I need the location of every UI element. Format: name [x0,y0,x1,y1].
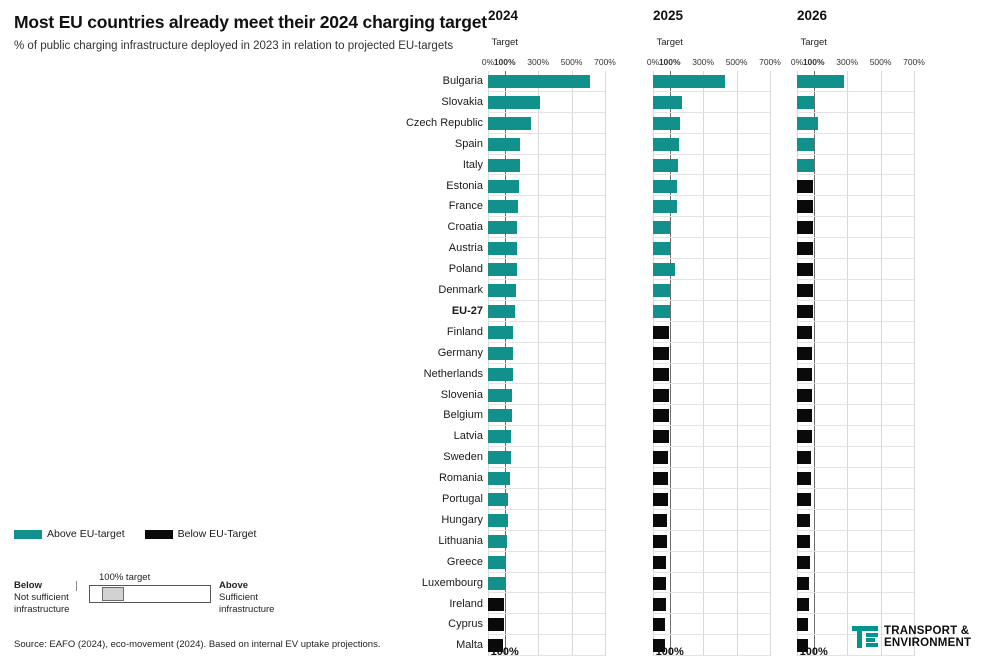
chart-row [797,489,914,510]
bar [653,430,669,443]
bar [653,117,680,130]
bar [488,138,520,151]
category-label: France [448,200,483,213]
chart-row [797,447,914,468]
bar [797,242,813,255]
target-caption: Target [800,37,827,48]
legend-label: Above EU-target [47,528,125,540]
bar [653,618,665,631]
logo-line-2: ENVIRONMENT [884,637,972,649]
bar [797,472,811,485]
category-label: Lithuania [438,534,483,547]
bar [488,514,508,527]
chart-row [797,385,914,406]
bar [653,556,666,569]
logo-wordmark [884,625,971,650]
panel-year-label: 2026 [797,8,828,23]
category-label: Denmark [438,284,483,296]
category-label: Croatia [447,221,483,234]
bar [488,535,507,548]
bar [797,535,810,548]
legend [14,528,270,540]
chart-row [488,426,605,447]
target-caption: Target [491,37,518,48]
category-label: Finland [446,325,483,338]
bar [488,263,517,276]
bar [797,430,812,443]
page-subtitle: % of public charging infrastructure deployed in 2023 in relation to projected EU-targets [14,40,454,52]
bar [488,556,506,569]
bar [488,96,540,109]
bar [488,368,513,381]
category-label: Cyprus [448,618,483,631]
chart-row [488,385,605,406]
chart-row [488,531,605,552]
bar [488,618,504,631]
bar [488,180,519,193]
chart-row [797,364,914,385]
page-title: Most EU countries already meet their 2024 charging target [14,12,487,32]
x-axis-ticks [646,57,781,69]
chart-panel-2026 [790,0,925,668]
bar [488,598,504,611]
bar [488,577,505,590]
x-axis-tick-label: 300% [836,57,859,67]
chart-row [653,71,770,92]
bar [653,138,679,151]
chart-row [653,343,770,364]
x-axis-tick-label: 500% [869,57,892,67]
bar [797,514,810,527]
chart-row [488,92,605,113]
bottom-target-label: 100% [799,646,828,658]
bar [488,305,515,318]
bar [797,180,813,193]
category-label: Hungary [441,513,483,526]
category-label: Slovakia [441,95,483,108]
explainer-handle [102,587,124,601]
category-label: Bulgaria [442,75,483,87]
x-axis-tick-label: 100% [493,57,516,67]
category-label: Portugal [442,493,483,505]
chart-panel-2024 [481,0,616,668]
legend-label: Below EU-Target [177,528,257,540]
x-axis-tick-label: 700% [759,57,781,67]
category-label: Czech Republic [405,116,483,129]
chart-row [653,510,770,531]
bar [797,305,813,318]
bar [797,284,813,297]
x-axis-tick-label: 700% [903,57,925,67]
chart-row [653,176,770,197]
category-label: Ireland [449,597,483,610]
bar [488,242,517,255]
chart-row [488,280,605,301]
gridline [605,71,606,656]
x-axis-tick-label: 0% [646,57,660,67]
bar [797,200,813,213]
bar [797,117,818,130]
chart-row [488,573,605,594]
chart-row [653,134,770,155]
chart-row [797,510,914,531]
chart-row [488,510,605,531]
chart-row [653,259,770,280]
panel-year-label: 2024 [488,8,519,23]
chart-row [488,238,605,259]
bar [488,493,508,506]
bar [653,514,667,527]
bar [488,284,516,297]
chart-row [653,573,770,594]
bar [653,96,682,109]
category-label: Latvia [453,430,483,443]
bar [653,75,725,88]
bar [488,451,511,464]
explainer-above [219,580,309,616]
slider-explainer [14,572,304,622]
chart-row [797,552,914,573]
chart-row [797,343,914,364]
bar [797,96,814,109]
chart-row [488,614,605,635]
bar [488,472,510,485]
chart-row [797,426,914,447]
bar [797,326,812,339]
bar [488,409,512,422]
chart-row [653,196,770,217]
chart-row [653,322,770,343]
bar [488,75,590,88]
category-label: Italy [462,158,483,171]
chart-row [488,71,605,92]
chart-row [653,552,770,573]
chart-row [488,405,605,426]
explainer-below-text: Not sufficient infrastructure [14,591,70,615]
chart-row [797,134,914,155]
chart-row [488,343,605,364]
target-caption: Target [656,37,683,48]
category-label: Spain [454,137,483,150]
chart-row [653,594,770,615]
x-axis-tick-label: 100% [802,57,825,67]
chart-row [488,176,605,197]
chart-row [797,322,914,343]
bar [797,451,811,464]
category-label: Romania [438,472,483,485]
gridline [914,71,915,656]
bar [797,347,812,360]
bar [797,138,814,151]
chart-row [653,364,770,385]
panel-year-label: 2025 [653,8,684,23]
legend-swatch [14,530,42,539]
bar [653,347,669,360]
bar [653,472,668,485]
explainer-target-label: 100% target [99,572,151,583]
legend-swatch [145,530,173,539]
category-label: Germany [437,346,483,359]
bottom-target-label: 100% [490,646,519,658]
x-axis-ticks [481,57,616,69]
chart-row [653,489,770,510]
bar [653,200,677,213]
bar [797,556,810,569]
chart-row [653,280,770,301]
bar [653,389,669,402]
x-axis-tick-label: 500% [725,57,748,67]
bar [653,451,668,464]
chart-row [488,489,605,510]
chart-row [797,176,914,197]
chart-row [488,217,605,238]
chart-row [653,468,770,489]
bar [797,618,808,631]
bar [488,389,512,402]
bar [653,263,675,276]
chart-row [488,468,605,489]
bar [797,159,814,172]
explainer-below-title: Below [14,580,42,591]
chart-row [653,113,770,134]
chart-row [797,531,914,552]
explainer-below [14,580,84,616]
bar [797,75,844,88]
category-label: Netherlands [423,367,483,380]
category-label: Austria [448,242,483,255]
chart-row [797,405,914,426]
bar [488,200,518,213]
chart-row [797,238,914,259]
chart-row [488,155,605,176]
chart-row [797,155,914,176]
bar [653,326,669,339]
category-label: Luxembourg [421,576,483,589]
chart-row [653,447,770,468]
x-axis-tick-label: 100% [658,57,681,67]
bar [797,263,813,276]
chart-row [653,92,770,113]
chart-row [797,217,914,238]
chart-row [653,405,770,426]
gridline [770,71,771,656]
bar [797,409,812,422]
bar [653,577,666,590]
chart-row [488,259,605,280]
x-axis-tick-label: 500% [560,57,583,67]
chart-row [488,322,605,343]
chart-panel-2025 [646,0,781,668]
transport-environment-logo [852,624,971,650]
x-axis-ticks [790,57,925,69]
explainer-above-title: Above [219,580,249,591]
category-label: Poland [448,263,483,276]
chart-row [797,92,914,113]
category-label: Slovenia [440,388,483,401]
chart-row [797,71,914,92]
bar [797,221,813,234]
chart-row [653,217,770,238]
chart-row [488,447,605,468]
bar [653,180,677,193]
bar [488,221,517,234]
chart-row [797,594,914,615]
chart-row [653,155,770,176]
plot-area [797,71,914,656]
bar [653,493,668,506]
bar [797,389,812,402]
bar [653,242,670,255]
bar [488,117,531,130]
chart-row [488,113,605,134]
source-note: Source: EAFO (2024), eco-movement (2024). Based on internal EV uptake projections. [14,639,381,650]
bar [488,159,520,172]
legend-item [14,528,125,540]
logo-line-1: TRANSPORT & [884,624,970,637]
chart-row [797,113,914,134]
chart-row [797,259,914,280]
category-label: Estonia [446,179,483,192]
category-label: Greece [446,555,483,568]
chart-row [488,594,605,615]
legend-item [145,528,257,540]
bar [653,368,669,381]
x-axis-tick-label: 700% [594,57,616,67]
bar [797,368,812,381]
chart-row [488,301,605,322]
chart-row [488,134,605,155]
bar [653,305,670,318]
bar [488,347,513,360]
chart-row [797,468,914,489]
chart-row [488,552,605,573]
chart-row [797,573,914,594]
bar [653,159,678,172]
x-axis-tick-label: 0% [790,57,804,67]
chart-row [653,426,770,447]
bar [797,577,809,590]
chart-row [653,531,770,552]
x-axis-tick-label: 300% [527,57,550,67]
plot-area [653,71,770,656]
chart-row [653,301,770,322]
bar [797,598,809,611]
chart-row [653,614,770,635]
chart-row [488,196,605,217]
chart-row [653,238,770,259]
chart-row [488,364,605,385]
bar [653,284,670,297]
bar [797,493,811,506]
te-logo-icon [852,624,878,650]
bar [653,409,669,422]
x-axis-tick-label: 300% [692,57,715,67]
chart-row [797,280,914,301]
plot-area [488,71,605,656]
category-label: Belgium [443,409,483,422]
bar [653,221,670,234]
category-label: Sweden [443,451,483,464]
bar [653,535,667,548]
bar [488,326,513,339]
category-label: Malta [456,639,483,652]
x-axis-tick-label: 0% [481,57,495,67]
explainer-above-text: Sufficient infrastructure [219,591,275,615]
chart-row [797,196,914,217]
bar [653,598,666,611]
bar [488,430,511,443]
category-label: EU-27 [451,304,483,317]
chart-row [797,301,914,322]
bottom-target-label: 100% [655,646,684,658]
chart-row [653,385,770,406]
